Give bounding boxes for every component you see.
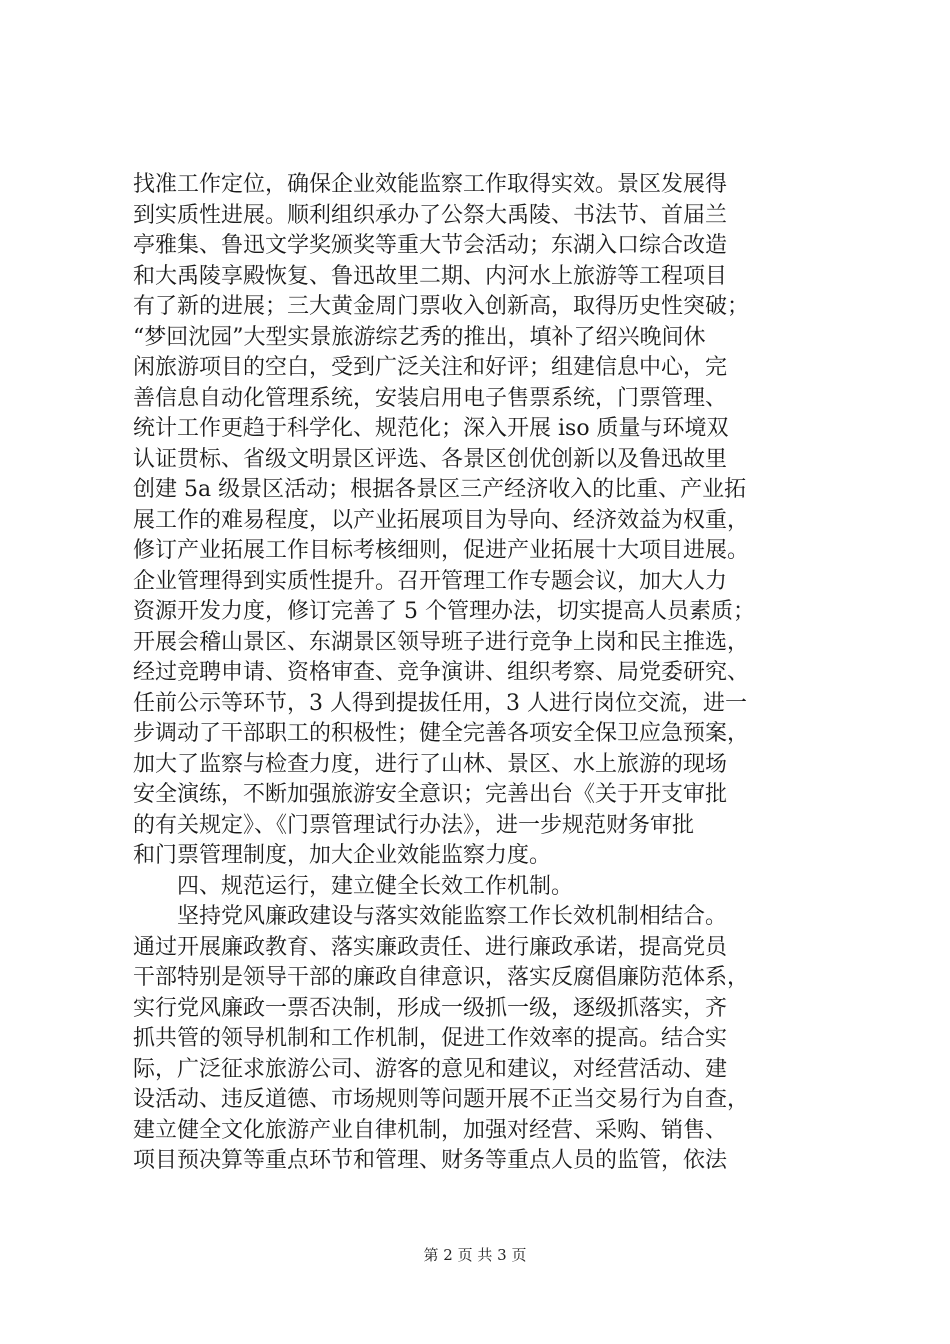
section-heading: 四、规范运行，建立健全长效工作机制。: [177, 873, 574, 899]
document-body: [133, 170, 833, 1177]
text-line: 开展会稽山景区、东湖景区领导班子进行竞争上岗和民主推选，: [133, 629, 750, 655]
text-line: 展工作的难易程度，以产业拓展项目为导向、经济效益为权重，: [133, 507, 750, 533]
text-line: 到实质性进展。顺利组织承办了公祭大禹陵、书法节、首届兰: [133, 202, 728, 228]
text-line: 项目预决算等重点环节和管理、财务等重点人员的监管，依法: [133, 1148, 728, 1173]
text-line: 创建 5a 级景区活动；根据各景区三产经济收入的比重、产业拓: [133, 477, 747, 502]
text-line: 亭雅集、鲁迅文学奖颁奖等重大节会活动；东湖入口综合改造: [133, 233, 728, 258]
text-line: 有了新的进展；三大黄金周门票收入创新高，取得历史性突破；: [133, 294, 750, 319]
text-line: 加大了监察与检查力度，进行了山林、景区、水上旅游的现场: [133, 751, 728, 777]
text-line: 修订产业拓展工作目标考核细则，促进产业拓展十大项目进展。: [133, 538, 750, 563]
text-line: 抓共管的领导机制和工作机制，促进工作效率的提高。结合实: [133, 1026, 728, 1051]
text-line: 统计工作更趋于科学化、规范化；深入开展 iso 质量与环境双: [133, 416, 729, 441]
text-line: 和门票管理制度，加大企业效能监察力度。: [133, 843, 552, 868]
text-line: 通过开展廉政教育、落实廉政责任、进行廉政承诺，提高党员: [133, 934, 728, 960]
text-line: 的有关规定》、《门票管理试行办法》，进一步规范财务审批: [133, 812, 695, 838]
text-line: 际，广泛征求旅游公司、游客的意见和建议，对经营活动、建: [133, 1056, 728, 1082]
text-line: 找准工作定位，确保企业效能监察工作取得实效。景区发展得: [133, 172, 728, 197]
text-line: 认证贯标、省级文明景区评选、各景区创优创新以及鲁迅故里: [133, 446, 728, 472]
paragraph-first-line: 坚持党风廉政建设与落实效能监察工作长效机制相结合。: [177, 904, 728, 929]
text-line: 实行党风廉政一票否决制，形成一级抓一级，逐级抓落实，齐: [133, 995, 728, 1021]
text-line: 设活动、违反道德、市场规则等问题开展不正当交易行为自查，: [133, 1087, 750, 1112]
text-line: 善信息自动化管理系统，安装启用电子售票系统，门票管理、: [133, 385, 728, 411]
text-line: 闲旅游项目的空白，受到广泛关注和好评；组建信息中心，完: [133, 355, 728, 380]
text-line: 安全演练，不断加强旅游安全意识；完善出台《关于开支审批: [133, 782, 728, 807]
text-line: 和大禹陵享殿恢复、鲁迅故里二期、内河水上旅游等工程项目: [133, 263, 728, 289]
text-line: 干部特别是领导干部的廉政自律意识，落实反腐倡廉防范体系，: [133, 965, 750, 990]
text-line: 任前公示等环节，3 人得到提拔任用，3 人进行岗位交流，进一: [133, 690, 747, 716]
text-line: 步调动了干部职工的积极性；健全完善各项安全保卫应急预案，: [133, 721, 750, 746]
text-line: “梦回沈园”大型实景旅游综艺秀的推出，填补了绍兴晚间休: [133, 324, 706, 350]
page-footer: 第 2 页 共 3 页: [423, 1246, 527, 1264]
text-line: 资源开发力度，修订完善了 5 个管理办法，切实提高人员素质；: [133, 599, 755, 624]
text-line: 建立健全文化旅游产业自律机制，加强对经营、采购、销售、: [133, 1117, 728, 1143]
text-line: 企业管理得到实质性提升。召开管理工作专题会议，加大人力: [133, 568, 728, 594]
text-line: 经过竞聘申请、资格审查、竞争演讲、组织考察、局党委研究、: [133, 660, 750, 685]
